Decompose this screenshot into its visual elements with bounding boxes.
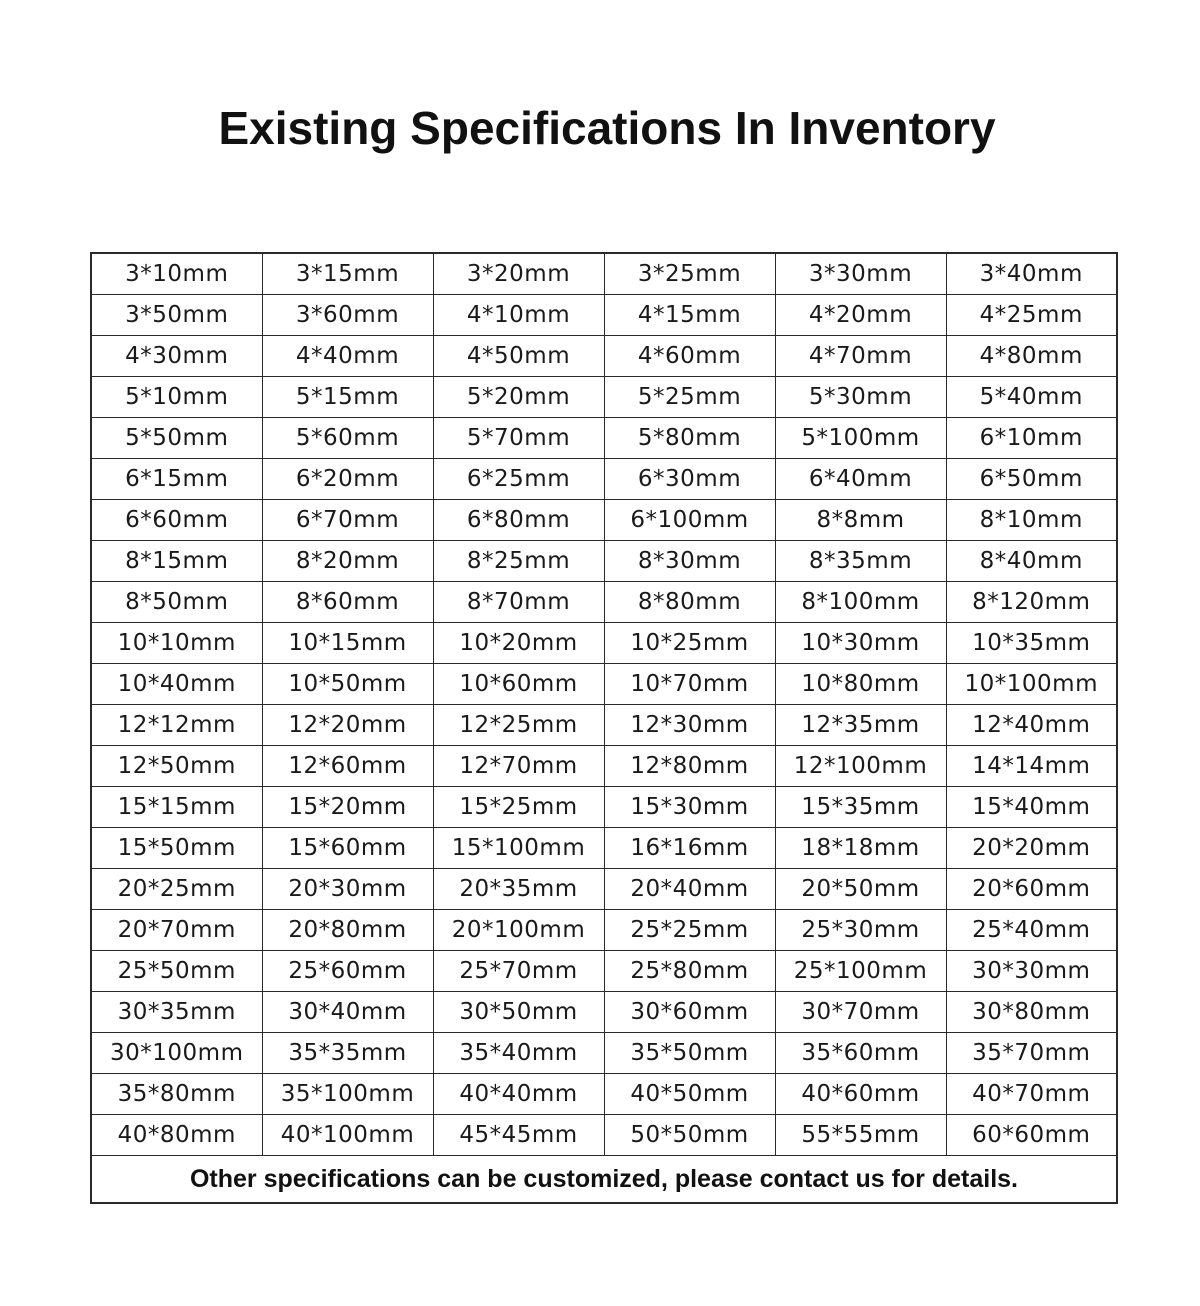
spec-cell: 4*25mm [946,295,1117,336]
table-row [91,664,1117,705]
spec-cell: 20*80mm [262,910,433,951]
spec-cell: 5*10mm [91,377,262,418]
spec-cell: 35*35mm [262,1033,433,1074]
spec-cell: 5*30mm [775,377,946,418]
spec-cell: 3*50mm [91,295,262,336]
table-row [91,869,1117,910]
spec-cell: 40*80mm [91,1115,262,1156]
spec-cell: 5*25mm [604,377,775,418]
spec-cell: 4*40mm [262,336,433,377]
specifications-table-body [91,253,1117,1203]
spec-cell: 6*25mm [433,459,604,500]
spec-cell: 10*70mm [604,664,775,705]
page-title: Existing Specifications In Inventory [218,102,996,154]
spec-cell: 16*16mm [604,828,775,869]
spec-cell: 30*60mm [604,992,775,1033]
spec-cell: 5*70mm [433,418,604,459]
spec-cell: 18*18mm [775,828,946,869]
spec-cell: 40*60mm [775,1074,946,1115]
spec-cell: 25*25mm [604,910,775,951]
spec-cell: 20*25mm [91,869,262,910]
table-row [91,377,1117,418]
spec-cell: 8*80mm [604,582,775,623]
spec-cell: 15*50mm [91,828,262,869]
table-row [91,746,1117,787]
spec-cell: 50*50mm [604,1115,775,1156]
spec-cell: 3*15mm [262,253,433,295]
spec-cell: 10*50mm [262,664,433,705]
table-row [91,253,1117,295]
spec-cell: 35*60mm [775,1033,946,1074]
spec-cell: 5*60mm [262,418,433,459]
spec-cell: 6*100mm [604,500,775,541]
customization-note: Other specifications can be customized, please contact us for details. [91,1156,1117,1204]
table-row [91,787,1117,828]
spec-cell: 3*30mm [775,253,946,295]
spec-cell: 30*100mm [91,1033,262,1074]
spec-cell: 6*80mm [433,500,604,541]
spec-cell: 4*70mm [775,336,946,377]
table-row [91,418,1117,459]
spec-cell: 12*12mm [91,705,262,746]
spec-cell: 8*35mm [775,541,946,582]
spec-cell: 10*20mm [433,623,604,664]
spec-cell: 8*70mm [433,582,604,623]
spec-cell: 6*40mm [775,459,946,500]
spec-cell: 8*10mm [946,500,1117,541]
table-row [91,992,1117,1033]
spec-cell: 6*20mm [262,459,433,500]
spec-cell: 15*35mm [775,787,946,828]
spec-cell: 15*25mm [433,787,604,828]
spec-cell: 15*20mm [262,787,433,828]
spec-cell: 8*20mm [262,541,433,582]
spec-cell: 30*80mm [946,992,1117,1033]
spec-cell: 6*15mm [91,459,262,500]
spec-cell: 30*70mm [775,992,946,1033]
spec-cell: 8*30mm [604,541,775,582]
table-row [91,623,1117,664]
spec-cell: 4*30mm [91,336,262,377]
spec-cell: 15*15mm [91,787,262,828]
spec-cell: 8*15mm [91,541,262,582]
spec-cell: 10*100mm [946,664,1117,705]
spec-cell: 35*100mm [262,1074,433,1115]
spec-cell: 30*40mm [262,992,433,1033]
specifications-table [90,252,1118,1204]
spec-cell: 35*50mm [604,1033,775,1074]
spec-cell: 45*45mm [433,1115,604,1156]
spec-cell: 6*60mm [91,500,262,541]
spec-cell: 25*40mm [946,910,1117,951]
spec-cell: 6*70mm [262,500,433,541]
spec-cell: 15*40mm [946,787,1117,828]
table-row [91,1033,1117,1074]
table-row [91,1074,1117,1115]
spec-cell: 8*120mm [946,582,1117,623]
spec-cell: 10*15mm [262,623,433,664]
spec-cell: 40*100mm [262,1115,433,1156]
spec-cell: 12*60mm [262,746,433,787]
spec-cell: 3*60mm [262,295,433,336]
spec-cell: 10*25mm [604,623,775,664]
spec-cell: 8*25mm [433,541,604,582]
table-row [91,828,1117,869]
spec-cell: 25*50mm [91,951,262,992]
table-row [91,582,1117,623]
spec-cell: 5*20mm [433,377,604,418]
spec-cell: 12*50mm [91,746,262,787]
spec-cell: 25*100mm [775,951,946,992]
spec-cell: 5*15mm [262,377,433,418]
spec-cell: 12*80mm [604,746,775,787]
spec-cell: 3*25mm [604,253,775,295]
spec-cell: 5*80mm [604,418,775,459]
spec-cell: 4*15mm [604,295,775,336]
spec-cell: 6*10mm [946,418,1117,459]
spec-cell: 6*50mm [946,459,1117,500]
spec-cell: 4*10mm [433,295,604,336]
spec-cell: 8*40mm [946,541,1117,582]
footer-row [91,1156,1117,1204]
spec-cell: 4*20mm [775,295,946,336]
spec-cell: 10*30mm [775,623,946,664]
table-row [91,910,1117,951]
spec-cell: 20*50mm [775,869,946,910]
spec-cell: 5*50mm [91,418,262,459]
spec-cell: 40*40mm [433,1074,604,1115]
spec-cell: 8*50mm [91,582,262,623]
spec-cell: 20*70mm [91,910,262,951]
spec-cell: 10*60mm [433,664,604,705]
table-row [91,500,1117,541]
spec-cell: 20*30mm [262,869,433,910]
spec-cell: 20*60mm [946,869,1117,910]
table-row [91,951,1117,992]
spec-cell: 4*80mm [946,336,1117,377]
spec-cell: 20*35mm [433,869,604,910]
spec-cell: 15*30mm [604,787,775,828]
spec-cell: 8*60mm [262,582,433,623]
spec-cell: 60*60mm [946,1115,1117,1156]
spec-cell: 35*40mm [433,1033,604,1074]
table-row [91,295,1117,336]
spec-cell: 4*50mm [433,336,604,377]
spec-cell: 10*40mm [91,664,262,705]
table-row [91,705,1117,746]
spec-cell: 10*10mm [91,623,262,664]
spec-cell: 12*70mm [433,746,604,787]
spec-cell: 35*70mm [946,1033,1117,1074]
spec-cell: 20*20mm [946,828,1117,869]
spec-cell: 3*20mm [433,253,604,295]
spec-cell: 20*100mm [433,910,604,951]
spec-cell: 8*8mm [775,500,946,541]
spec-cell: 30*30mm [946,951,1117,992]
spec-cell: 5*40mm [946,377,1117,418]
table-row [91,541,1117,582]
spec-cell: 10*80mm [775,664,946,705]
spec-cell: 12*40mm [946,705,1117,746]
spec-cell: 25*80mm [604,951,775,992]
spec-cell: 10*35mm [946,623,1117,664]
spec-cell: 12*25mm [433,705,604,746]
spec-cell: 12*30mm [604,705,775,746]
spec-cell: 14*14mm [946,746,1117,787]
spec-cell: 5*100mm [775,418,946,459]
spec-cell: 12*35mm [775,705,946,746]
table-row [91,459,1117,500]
spec-cell: 15*60mm [262,828,433,869]
spec-cell: 15*100mm [433,828,604,869]
spec-cell: 40*50mm [604,1074,775,1115]
spec-cell: 25*70mm [433,951,604,992]
spec-cell: 25*30mm [775,910,946,951]
spec-cell: 3*40mm [946,253,1117,295]
spec-cell: 30*35mm [91,992,262,1033]
table-row [91,336,1117,377]
spec-cell: 25*60mm [262,951,433,992]
spec-cell: 6*30mm [604,459,775,500]
spec-cell: 55*55mm [775,1115,946,1156]
table-row [91,1115,1117,1156]
spec-cell: 12*20mm [262,705,433,746]
spec-cell: 20*40mm [604,869,775,910]
spec-cell: 30*50mm [433,992,604,1033]
spec-cell: 3*10mm [91,253,262,295]
spec-cell: 4*60mm [604,336,775,377]
spec-cell: 8*100mm [775,582,946,623]
spec-cell: 12*100mm [775,746,946,787]
spec-cell: 35*80mm [91,1074,262,1115]
spec-cell: 40*70mm [946,1074,1117,1115]
